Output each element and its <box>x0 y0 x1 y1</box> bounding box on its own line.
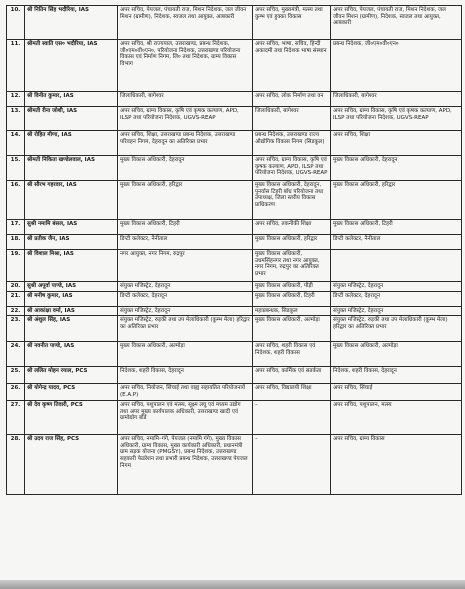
serial-cell: 19. <box>7 250 25 282</box>
retained-posting-cell: अपर सचिव, शिक्षा <box>331 131 462 156</box>
current-posting-cell: मुख्य विकास अधिकारी, अल्मोड़ा <box>118 342 253 367</box>
officer-name-cell: श्री सौरभ गहरवार, IAS <box>25 181 118 220</box>
table-row <box>7 250 462 282</box>
table-row <box>7 316 462 342</box>
officer-name-cell: श्रीमती रीना जोशी, IAS <box>25 107 118 131</box>
table-row <box>7 181 462 220</box>
retained-posting-cell: अपर सचिव, पशुपालन, मत्स्य <box>331 401 462 435</box>
officer-name-cell: श्री विशाल मिश्रा, IAS <box>25 250 118 282</box>
officer-name-cell: श्री नवनीत पाण्डे, IAS <box>25 342 118 367</box>
retained-posting-cell: मुख्य विकास अधिकारी, हरिद्वार <box>331 181 462 220</box>
table-row <box>7 107 462 131</box>
table-row <box>7 131 462 156</box>
serial-cell: 14. <box>7 131 25 156</box>
table-row <box>7 6 462 40</box>
current-posting-cell: नगर आयुक्त, नगर निगम, रुद्रपुर <box>118 250 253 282</box>
new-posting-cell: – <box>253 435 331 495</box>
retained-posting-cell: अपर सचिव, सिंचाई <box>331 384 462 401</box>
new-posting-cell: अपर सचिव, ग्राम्य विकास, कृषि एवं कृषक कल्याण, APD, ILSP तथा परियोजना निदेशक, UGVS-REAP <box>253 156 331 181</box>
serial-cell: 11. <box>7 40 25 92</box>
retained-posting-cell: अपर सचिव, पेयजल, पंचायती राज, मिशन निदेशक, जल जीवन मिशन (ग्रामीण), निदेशक, स्वजल तथा आयुक्त, आबकारी <box>331 6 462 40</box>
retained-posting-cell: अपर सचिव, ग्राम्य विकास, कृषि एवं कृषक कल्याण, APD, ILSP तथा परियोजना निदेशक, UGVS-REAP <box>331 107 462 131</box>
current-posting-cell: मुख्य विकास अधिकारी, टिहरी <box>118 220 253 235</box>
serial-cell: 22. <box>7 306 25 316</box>
new-posting-cell: अपर सचिव, लोक निर्माण तथा वन <box>253 92 331 107</box>
current-posting-cell: अपर सचिव, शिक्षा, उत्तराखण्ड प्रबन्ध निदेशक, उत्तराखण्ड परिवहन निगम, देहरादून का अतिरिक्त प्रभार <box>118 131 253 156</box>
current-posting-cell: जिलाधिकारी, बागेश्वर <box>118 92 253 107</box>
table-row <box>7 92 462 107</box>
table-row <box>7 235 462 250</box>
serial-cell: 12. <box>7 92 25 107</box>
officer-name-cell: श्रीमती निकिता खण्डेलवाल, IAS <box>25 156 118 181</box>
serial-cell: 20. <box>7 282 25 292</box>
current-posting-cell: संयुक्त मजिस्ट्रेट, देहरादून <box>118 306 253 316</box>
officer-name-cell: श्री देव कृष्ण तिवारी, PCS <box>25 401 118 435</box>
serial-cell: 17. <box>7 220 25 235</box>
current-posting-cell: मुख्य विकास अधिकारी, हरिद्वार <box>118 181 253 220</box>
new-posting-cell: अपर सचिव, शहरी विकास एवं निदेशक, शहरी विकास <box>253 342 331 367</box>
serial-cell: 21. <box>7 291 25 306</box>
officer-name-cell: श्री ललित मोहन रयाल, PCS <box>25 367 118 384</box>
new-posting-cell: प्रबन्ध निदेशक, उत्तराखण्ड राज्य औद्योगिक विकास निगम (सिडकुल) <box>253 131 331 156</box>
officer-name-cell: श्री उदय राज सिंह, PCS <box>25 435 118 495</box>
new-posting-cell: मुख्य विकास अधिकारी, पौड़ी <box>253 282 331 292</box>
new-posting-cell: – <box>253 401 331 435</box>
table-row <box>7 220 462 235</box>
serial-cell: 18. <box>7 235 25 250</box>
current-posting-cell: निदेशक, शहरी विकास, देहरादून <box>118 367 253 384</box>
new-posting-cell: मुख्य विकास अधिकारी, उधमसिंहनगर तथा नगर आयुक्त, नगर निगम, रुद्रपुर का अतिरिक्त प्रभार <box>253 250 331 282</box>
current-posting-cell: डिप्टी कलेक्टर, नैनीताल <box>118 235 253 250</box>
serial-cell: 13. <box>7 107 25 131</box>
current-posting-cell: अपर सचिव, नियोजन, सिंचाई तथा वाह्य सहायतित परियोजनायें (E.A.P) <box>118 384 253 401</box>
officer-name-cell: श्रीमती स्वाति एस० भदौरिया, IAS <box>25 40 118 92</box>
retained-posting-cell: निदेशक, शहरी विकास, देहरादून <box>331 367 462 384</box>
officer-name-cell: श्री नितिन सिंह भदौरिया, IAS <box>25 6 118 40</box>
serial-cell: 15. <box>7 156 25 181</box>
table-row <box>7 156 462 181</box>
transfer-table <box>6 5 462 495</box>
new-posting-cell: मुख्य विकास अधिकारी, देहरादून, पुनर्वास टिहरी बाँध परियोजना तथा उपाध्यक्ष, जिला स्तरीय विकास प्राधिकरण <box>253 181 331 220</box>
current-posting-cell: मुख्य विकास अधिकारी, देहरादून <box>118 156 253 181</box>
new-posting-cell: जिलाधिकारी, बागेश्वर <box>253 107 331 131</box>
retained-posting-cell: अपर सचिव, ग्राम्य विकास <box>331 435 462 495</box>
table-row <box>7 384 462 401</box>
table-row <box>7 435 462 495</box>
serial-cell: 24. <box>7 342 25 367</box>
retained-posting-cell: मुख्य विकास अधिकारी, टिहरी <box>331 220 462 235</box>
current-posting-cell: अपर सचिव, पशुपालन एवं मत्स्य, सूक्ष्म लघु एवं मध्यम उद्योग तथा अपर मुख्य कार्यपालक अधिकारी, उत्तराखण्ड खादी एवं ग्रामोद्योग बोर्ड <box>118 401 253 435</box>
new-posting-cell: अपर सचिव, भाषा, सचिव, हिन्दी अकादमी तथा निदेशक भाषा संस्थान <box>253 40 331 92</box>
retained-posting-cell: संयुक्त मजिस्ट्रेट, देहरादून <box>331 282 462 292</box>
current-posting-cell: संयुक्त मजिस्ट्रेट, रुड़की तथा उप मेलाधिकारी (कुम्भ मेला) हरिद्वार का अतिरिक्त प्रभार <box>118 316 253 342</box>
table-row <box>7 401 462 435</box>
table-row <box>7 342 462 367</box>
new-posting-cell: अपर सचिव, मुख्यमंत्री, मत्स्य तथा कुम्भ एवं हुक्का विकास <box>253 6 331 40</box>
table-row <box>7 367 462 384</box>
retained-posting-cell: संयुक्त मजिस्ट्रेट, रुड़की तथा उप मेलाधिकारी (कुम्भ मेला) हरिद्वार का अतिरिक्त प्रभार <box>331 316 462 342</box>
retained-posting-cell: डिप्टी कलेक्टर, नैनीताल <box>331 235 462 250</box>
retained-posting-cell: प्रबन्ध निदेशक, जी०एम०वी०एन० <box>331 40 462 92</box>
retained-posting-cell <box>331 250 462 282</box>
new-posting-cell: अपर सचिव, कार्मिक एवं सतर्कता <box>253 367 331 384</box>
current-posting-cell: अपर सचिव, ग्राम्य विकास, कृषि एवं कृषक कल्याण, APD, ILSP तथा परियोजना निदेशक, UGVS-REAP <box>118 107 253 131</box>
serial-cell: 23. <box>7 316 25 342</box>
bottom-edge-shadow <box>0 580 465 589</box>
serial-cell: 10. <box>7 6 25 40</box>
serial-cell: 27. <box>7 401 25 435</box>
new-posting-cell: मुख्य विकास अधिकारी, अल्मोड़ा <box>253 316 331 342</box>
officer-name-cell: श्री प्रतीक जैन, IAS <box>25 235 118 250</box>
serial-cell: 28. <box>7 435 25 495</box>
new-posting-cell: अपर सचिव, तकनीकी शिक्षा <box>253 220 331 235</box>
new-posting-cell: महाप्रबन्धक, सिडकुल <box>253 306 331 316</box>
officer-name-cell: श्री योगेन्द्र यादव, PCS <box>25 384 118 401</box>
serial-cell: 16. <box>7 181 25 220</box>
table-row <box>7 282 462 292</box>
officer-name-cell: श्री आकांक्षा वर्मा, IAS <box>25 306 118 316</box>
officer-name-cell: श्री अंशुल सिंह, IAS <box>25 316 118 342</box>
current-posting-cell: डिप्टी कलेक्टर, देहरादून <box>118 291 253 306</box>
retained-posting-cell: डिप्टी कलेक्टर, देहरादून <box>331 291 462 306</box>
current-posting-cell: अपर सचिव, नमामि–गंगे, पेयजल (नमामि गंगे), मुख्य विकास अधिकारी, ग्राम्य विकास, मुख्य कार्यकारी अधिकारी, प्रधानमंत्री ग्राम सड़क योजना (PMGSY), प्रबन्ध निदेशक, उत्तराखण्ड सहकारी फेडरेशन तथा प्रभारी प्रबन्ध निदेशक, उत्तराखण्ड पेयजल निगम <box>118 435 253 495</box>
retained-posting-cell: जिलाधिकारी, बागेश्वर <box>331 92 462 107</box>
new-posting-cell: मुख्य विकास अधिकारी, हरिद्वार <box>253 235 331 250</box>
serial-cell: 25. <box>7 367 25 384</box>
table-row <box>7 291 462 306</box>
table-row <box>7 40 462 92</box>
officer-name-cell: सुश्री नमामि बंसल, IAS <box>25 220 118 235</box>
table-row <box>7 306 462 316</box>
retained-posting-cell: संयुक्त मजिस्ट्रेट, देहरादून <box>331 306 462 316</box>
officer-name-cell: श्री रोहित मीणा, IAS <box>25 131 118 156</box>
retained-posting-cell: मुख्य विकास अधिकारी, अल्मोड़ा <box>331 342 462 367</box>
current-posting-cell: अपर सचिव, पेयजल, पंचायती राज, मिशन निदेशक, जल जीवन मिशन (ग्रामीण), निदेशक, स्वजल तथा आयुक्त, आबकारी <box>118 6 253 40</box>
officer-name-cell: सुश्री अपूर्वा पाण्डे, IAS <box>25 282 118 292</box>
officer-name-cell: श्री विनीत कुमार, IAS <box>25 92 118 107</box>
current-posting-cell: अपर सचिव, श्री राज्यपाल, उत्तराखण्ड, प्रबन्ध निदेशक, जी०एम०वी०एन०, परियोजना निदेशक, उत्तराखण्ड परियोजना विकास एवं निर्माण निगम, लि० तथा निदेशक, ग्राम्य विकास विभाग <box>118 40 253 92</box>
serial-cell: 26. <box>7 384 25 401</box>
officer-name-cell: श्री मनीष कुमार, IAS <box>25 291 118 306</box>
new-posting-cell: अपर सचिव, विद्यालयी शिक्षा <box>253 384 331 401</box>
new-posting-cell: मुख्य विकास अधिकारी, टिहरी <box>253 291 331 306</box>
retained-posting-cell: मुख्य विकास अधिकारी, देहरादून <box>331 156 462 181</box>
current-posting-cell: संयुक्त मजिस्ट्रेट, देहरादून <box>118 282 253 292</box>
